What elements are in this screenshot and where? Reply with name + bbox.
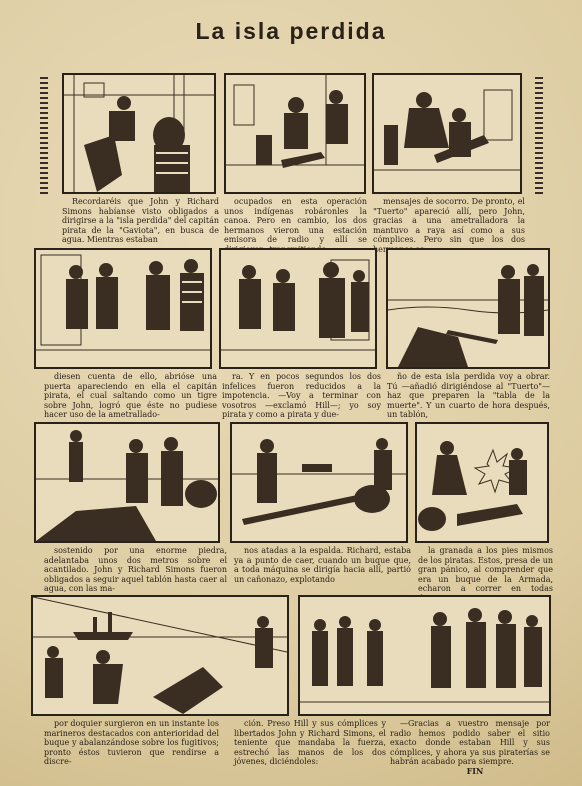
text-block-12: —Gracias a vuestro mensaje por radio hemos podido saber el sitio exacto donde estaban Hill y sus cómplices, y ahora ya sus piraterías se habrán acabado para siempre. FIN [390, 719, 550, 776]
comic-panel-6 [386, 248, 550, 369]
text-block-11: ción. Preso Hill y sus cómplices y libertados John y Richard Simons, el teniente que mandaba la fuerza, estrechó las manos de los dos jóvenes, diciéndoles: [234, 719, 386, 767]
decorative-border-left [40, 76, 48, 194]
panel-4-illustration [36, 250, 210, 367]
comic-panel-4 [34, 248, 212, 369]
comic-panel-7 [34, 422, 220, 543]
text-block-1: Recordaréis que John y Richard Simons habíanse visto obligados a dirigirse a la "isla perdida" del capitán pirata de la "Gaviota", en busca de agua. Mientras estaban [62, 197, 219, 245]
text-block-7: sostenido por una enorme piedra, adelantaba unos dos metros sobre el acantilado. John y Richard Simons fueron obligados a seguir aquel tablón hasta caer al agua, con las ma- [44, 546, 227, 594]
text-block-2: ocupados en esta operación unos indígenas robáronles la canoa. Pero en cambio, los dos hermanos vieron una estación emisora de radio y allí se [224, 197, 367, 245]
decorative-border-right [535, 76, 543, 194]
panel-2-illustration [226, 75, 364, 192]
text-block-8: nos atadas a la espalda. Richard, estaba ya a punto de caer, cuando un buque que, a toda máquina se dirigía hacia allí, partió un cañonazo, explotando [234, 546, 411, 584]
text-block-5: ra. Y en pocos segundos los dos infelices fueron reducidos a la impotencia. —Voy a terminar con vosotros —exclamó Hill—; yo soy pirata y como a pirata y due- [222, 372, 381, 420]
text-block-10: por doquier surgieron en un instante los marineros destacados con anterioridad del buque y abalanzándose sobre los fugitivos; pronto éstos tuvieron que rendirse a discre- [44, 719, 219, 767]
comic-panel-8 [230, 422, 408, 543]
panel-1-illustration [64, 75, 214, 192]
comic-panel-1 [62, 73, 216, 194]
panel-5-illustration [221, 250, 375, 367]
end-label: FIN [466, 765, 484, 776]
panel-3-illustration [374, 75, 520, 192]
text-block-4: diesen cuenta de ello, abrióse una puerta apareciendo en ella el capitán pirata, el cual saltando como un tigre sobre John, logró que éste no pudiese hacer uso de la ametrallado- [44, 372, 217, 420]
page-title: La isla perdida [195, 18, 387, 44]
panel-6-illustration [388, 250, 548, 367]
text-block-6: ño de esta isla perdida voy a obrar. Tú —añadió dirigiéndose al "Tuerto"— haz que preparen la "tabla de la muerte". Y un cuarto de hora después, un tablón, [387, 372, 550, 420]
panel-8-illustration [232, 424, 406, 541]
panel-9-illustration [417, 424, 547, 541]
text-block-3: mensajes de socorro. De pronto, el "Tuerto" apareció allí, pero John, gracias a una ametralladora la mantuvo a raya así como a sus cómplices. Pero sin que los dos [373, 197, 525, 245]
comic-panel-11 [298, 595, 551, 716]
panel-10-illustration [33, 597, 287, 714]
comic-panel-3 [372, 73, 522, 194]
text-block-9: la granada a los pies mismos de los piratas. Estos, presa de un gran pánico, al comprender que era un buque de la Armada, echaron a correr en todas [418, 546, 553, 594]
comic-panel-10 [31, 595, 289, 716]
comic-panel-5 [219, 248, 377, 369]
panel-11-illustration [300, 597, 549, 714]
comic-panel-9 [415, 422, 549, 543]
comic-panel-2 [224, 73, 366, 194]
panel-7-illustration [36, 424, 218, 541]
